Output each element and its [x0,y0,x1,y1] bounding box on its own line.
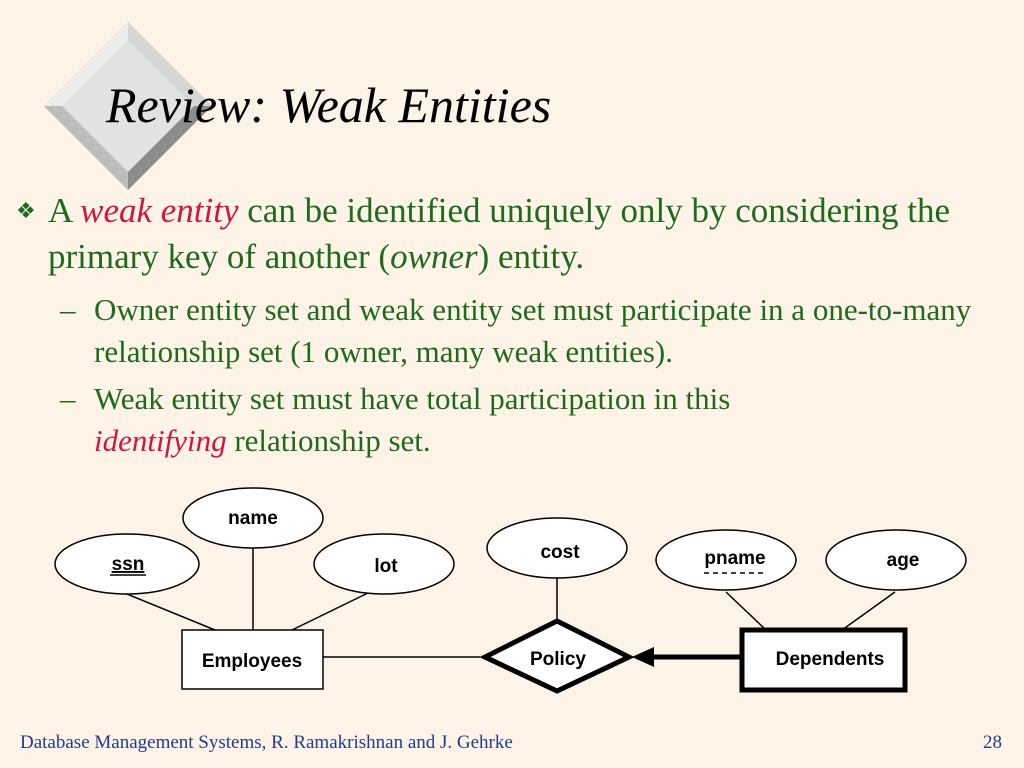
diamond-bullet-icon: ❖ [16,198,36,223]
attr-label-cost: cost [540,542,580,563]
attribute-name [183,488,323,548]
attr-label-pname: pname [704,548,766,569]
relationship-policy [485,621,629,691]
sub-bullet-dash: – [60,381,76,416]
page-number: 28 [983,732,1002,753]
slide-title: Review: Weak Entities [106,77,552,133]
sub-bullet-dash: – [60,292,76,327]
bullet-suffix: ) entity. [477,237,585,276]
entity-dependents [742,630,905,690]
attr-label-age: age [886,550,920,571]
relationship-label-policy: Policy [530,649,586,670]
bullet-middle: can be identified uniquely only by considering the primary key of another ( [48,191,950,276]
attribute-pname [656,530,796,590]
identifying-term: identifying [94,423,227,458]
attr-label-lot: lot [374,556,398,577]
entity-label-employees: Employees [201,651,303,672]
owner-term: owner [390,237,478,276]
bullet-prefix: A [48,191,81,230]
identifying-arrow [632,647,740,667]
attribute-ssn [55,534,199,594]
weak-entity-term: weak entity [80,191,239,230]
sub-bullet-text: Owner entity set and weak entity set must participate in a one-to-many relationship set (1 owner, many weak entities). [94,292,972,369]
footer-source: Database Management Systems, R. Ramakrishnan and J. Gehrke [20,732,513,753]
entity-label-dependents: Dependents [775,649,885,670]
attr-label-name: name [228,508,278,529]
attribute-age [826,530,966,590]
sub-bullet-text-suffix: relationship set. [226,423,431,458]
attribute-cost [487,518,627,578]
entity-employees [182,630,323,689]
attribute-lot [314,534,454,594]
sub-bullet-text-prefix: Weak entity set must have total participation in this [94,381,731,416]
attr-label-ssn: ssn [111,554,145,575]
